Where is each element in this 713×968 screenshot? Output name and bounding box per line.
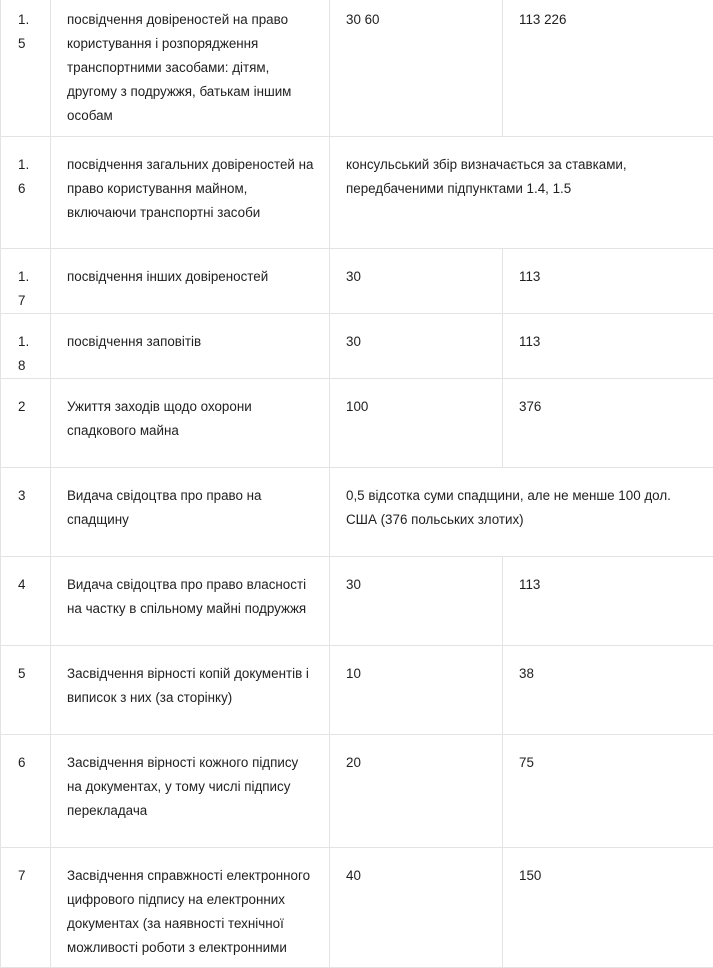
service-description: посвідчення інших довіреностей <box>51 248 330 313</box>
row-number: 1.5 <box>1 0 51 136</box>
row-number: 1.7 <box>1 248 51 313</box>
fee-usd: 30 <box>330 313 503 378</box>
service-description: Ужиття заходів щодо охорони спадкового майна <box>51 378 330 467</box>
service-description: посвідчення довіреностей на право користування і розпорядження транспортними засобами: дітям, другому з подружжя, батькам іншим особам <box>51 0 330 136</box>
fee-usd: 10 <box>330 645 503 734</box>
fee-pln: 376 <box>503 378 713 467</box>
table-row <box>1 556 713 645</box>
row-number: 1.8 <box>1 313 51 378</box>
table-row <box>1 313 713 378</box>
fee-usd: 100 <box>330 378 503 467</box>
table-row <box>1 734 713 847</box>
table-row <box>1 645 713 734</box>
row-number: 5 <box>1 645 51 734</box>
service-description: Засвідчення вірності копій документів і виписок з них (за сторінку) <box>51 645 330 734</box>
row-number: 1.6 <box>1 136 51 248</box>
service-description: Засвідчення вірності кожного підпису на документах, у тому числі підпису перекладача <box>51 734 330 847</box>
service-description: Видача свідоцтва про право на спадщину <box>51 467 330 556</box>
row-number: 3 <box>1 467 51 556</box>
fee-pln: 113 <box>503 556 713 645</box>
service-description: Видача свідоцтва про право власності на частку в спільному майні подружжя <box>51 556 330 645</box>
service-description: посвідчення загальних довіреностей на право користування майном, включаючи транспортні засоби <box>51 136 330 248</box>
fee-pln: 38 <box>503 645 713 734</box>
row-number: 4 <box>1 556 51 645</box>
table-row <box>1 248 713 313</box>
fee-usd: 40 <box>330 847 503 967</box>
fee-usd: 30 60 <box>330 0 503 136</box>
fee-usd: 30 <box>330 248 503 313</box>
table-row <box>1 136 713 248</box>
fee-usd: 30 <box>330 556 503 645</box>
row-number: 7 <box>1 847 51 967</box>
fee-pln: 150 <box>503 847 713 967</box>
fee-usd: 20 <box>330 734 503 847</box>
row-number: 6 <box>1 734 51 847</box>
fee-pln: 75 <box>503 734 713 847</box>
fee-note: 0,5 відсотка суми спадщини, але не менше 100 дол. США (376 польських злотих) <box>330 467 713 556</box>
fee-pln: 113 226 <box>503 0 713 136</box>
service-description: посвідчення заповітів <box>51 313 330 378</box>
table-body <box>1 0 713 967</box>
service-description: Засвідчення справжності електронного цифрового підпису на електронних документах (за наявності технічної можливості роботи з електронними <box>51 847 330 967</box>
table-row <box>1 467 713 556</box>
fee-pln: 113 <box>503 313 713 378</box>
fee-note: консульський збір визначається за ставками, передбаченими підпунктами 1.4, 1.5 <box>330 136 713 248</box>
fee-pln: 113 <box>503 248 713 313</box>
table-row <box>1 847 713 967</box>
row-number: 2 <box>1 378 51 467</box>
table-row <box>1 0 713 136</box>
table-row <box>1 378 713 467</box>
